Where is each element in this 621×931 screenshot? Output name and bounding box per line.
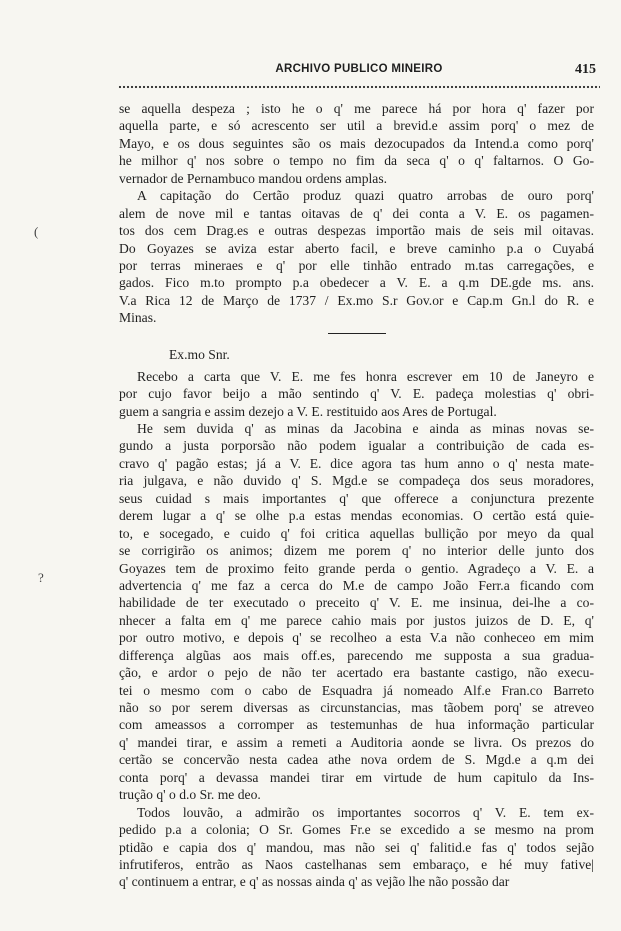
text-line: Minas. xyxy=(119,310,157,326)
margin-mark: ? xyxy=(38,570,44,585)
margin-mark: ( xyxy=(34,224,39,239)
text-line: q' continuem a entrar, e q' as nossas ainda q' as vejão lhe não possão dar xyxy=(119,874,510,890)
text-line: gados. Fico m.to prompto p.a obedecer a V. E. a q.m DE.gde ms. ans. xyxy=(119,275,594,291)
text-line: ria julgava, e não duvido q' S. Mgd.e se compadeça dos seus moradores, xyxy=(119,473,594,489)
text-line: ção, e ardor o pejo de não ter acertado era bastante castigo, não execu- xyxy=(119,665,594,681)
text-line: guem a sangria e assim dezejo a V. E. restituido aos Ares de Portugal. xyxy=(119,403,497,419)
text-line: se corrigirão os animos; dizem me porem q' no interior delle junto dos xyxy=(119,543,594,559)
running-head xyxy=(118,63,600,81)
text-line: pedido p.a a colonia; O Sr. Gomes Fr.e se excedido a se mesmo na prom xyxy=(119,822,594,838)
text-line: seus cuidad s mais importantes q' que offerece a conjunctura prezente xyxy=(119,490,594,506)
text-line: tei o mesmo com o cabo de Esquadra já nomeado Alf.e Fran.co Barreto xyxy=(119,682,594,698)
text-line: vernador de Pernambuco mandou ordens amplas. xyxy=(119,170,388,186)
text-line: habilidade de ter executado o preceito q' V. E. me insinua, dei-lhe a co- xyxy=(119,595,594,611)
text-line: Mayo, e os dous seguintes são os mais dezocupados da Intend.a como porq' xyxy=(119,135,594,151)
text-line: gundo a justa porporsão não podem igualar a contribuição de cada es- xyxy=(119,438,594,454)
salutation: Ex.mo Snr. xyxy=(169,346,230,362)
text-line: differença algũas aos mais off.es, parecendo me supposta a sua gradua- xyxy=(119,647,594,663)
text-line: Goyazes tem de proximo feito grande perda o gentio. Agradeço a V. E. a xyxy=(119,560,594,576)
text-line: V.a Rica 12 de Março de 1737 / Ex.mo S.r Gov.or e Cap.m Gn.l do R. e xyxy=(119,292,594,308)
text-line: to, e socegado, e cuido q' foi critica aquellas bullição por meyo da qual xyxy=(119,525,594,541)
text-line: alem de nove mil e tantas oitavas de q' dei conta a V. E. os pagamen- xyxy=(119,205,594,221)
text-line: conta porq' a devassa mandei tirar em virtude de hum capitulo da Ins- xyxy=(119,769,594,785)
paragraph xyxy=(119,804,594,891)
paragraph xyxy=(119,187,594,327)
text-line: por cujo favor beijo a mão sentindo q' V. E. padeça molestias q' obri- xyxy=(119,386,594,402)
text-line: por terras mineraes e q' por elle tinhão entrado m.tas carregações, e xyxy=(119,257,594,273)
text-line: nhecer a falta em q' me parece cahio mais por justos juizos de D. E, q' xyxy=(119,612,594,628)
text-line: derem lugar a q' se olhe p.a estas mendas economias. O certão está quie- xyxy=(119,508,594,524)
text-line: ptidão e capia dos q' mandou, mas não sei q' falitid.e fas q' todos sejão xyxy=(119,839,594,855)
text-line: trução q' o d.o Sr. me deo. xyxy=(119,787,261,803)
paragraph xyxy=(119,368,594,420)
running-title: ARCHIVO PUBLICO MINEIRO xyxy=(275,63,443,75)
text-line: A capitação do Certão produz quazi quatro arrobas de ouro porq' xyxy=(137,188,594,204)
text-line: advertencia q' me faz a cerca do M.e de campo João Ferr.a ficando com xyxy=(119,577,594,593)
text-line: He sem duvida q' as minas da Jacobina e ainda as minas novas se- xyxy=(137,421,594,436)
text-line: Recebo a carta que V. E. me fes honra escrever em 10 de Janeyro e xyxy=(137,368,594,384)
text-line: Todos louvão, a admirão os importantes socorros q' V. E. tem ex- xyxy=(137,804,594,820)
text-line: he milhor q' nos sobre o tempo no fim da seca q' o q' faltarnos. O Go- xyxy=(119,153,594,169)
text-line: certão se concervão nesta cadea athe nova ordem de S. Mgd.e a q.m dei xyxy=(119,752,594,768)
paragraph xyxy=(119,100,594,187)
body-text xyxy=(119,100,594,891)
header-rule xyxy=(118,85,600,90)
text-line: cravo q' pagão estas; já a V. E. dice agora tas hum anno o q' nesta mate- xyxy=(119,455,594,471)
text-line: aquella parte, e só acrescento ser util a brevid.e assim porq' o mez de xyxy=(119,118,594,134)
text-line: Do Goyazes se aviza estar aberto facil, e breve caminho p.a o Cuyabá xyxy=(119,240,594,256)
text-line: não so por serem diversas as circunstancias, mas tãobem porq' se atreveo xyxy=(119,700,594,715)
text-line: com ameassos a corromper as testemunhas de hua informação particular xyxy=(119,717,594,733)
text-line: se aquella despeza ; isto he o q' me parece há por hora q' fazer por xyxy=(119,101,594,116)
letter-body-section xyxy=(119,368,594,891)
text-line: tos dos cem Drag.es e outras despezas importão mais de seis mil oitavas. xyxy=(119,223,594,239)
letter-closing-section xyxy=(119,100,594,327)
page-number: 415 xyxy=(575,62,596,77)
paragraph xyxy=(119,420,594,804)
section-divider xyxy=(328,333,386,334)
text-line: por outro motivo, e depois q' se recolheo a esta V.a não conheceo em mim xyxy=(119,630,594,646)
text-line: q' mandei tirar, e assim a remeti a Auditoria aonde se livra. Os prezos do xyxy=(119,734,594,750)
text-line: infrutiferos, entrão as Naos castelhanas sem embaraço, e hé muy fative| xyxy=(119,856,594,872)
